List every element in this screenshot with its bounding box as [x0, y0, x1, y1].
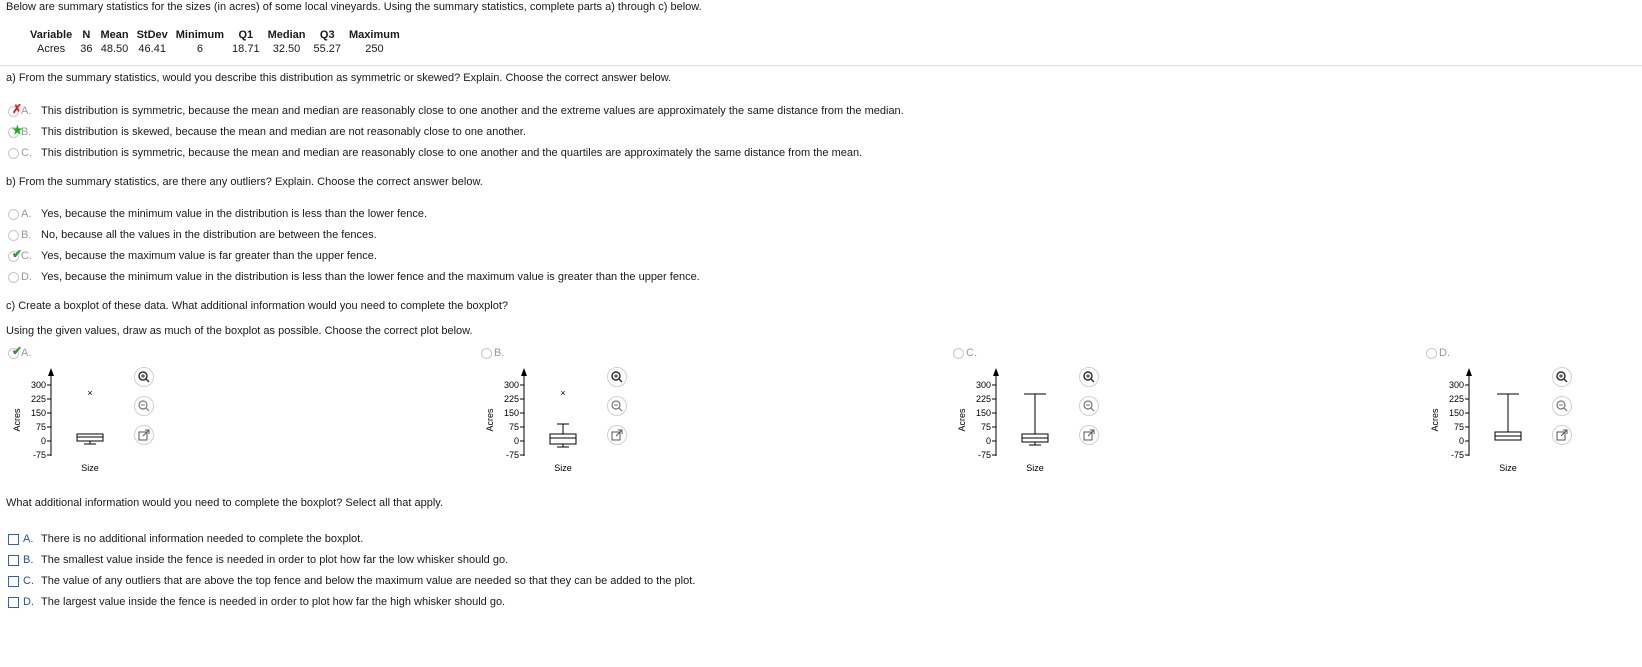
radio-button[interactable] — [8, 101, 23, 117]
plot-option-b[interactable] — [481, 347, 510, 359]
y-tick-label: 300 — [30, 380, 46, 390]
stats-cell: 55.27 — [313, 42, 342, 55]
correct-star-icon: ★ — [12, 122, 23, 137]
zoom-in-icon — [608, 368, 626, 386]
option-text: Yes, because the minimum value in the distribution is less than the lower fence. — [41, 208, 428, 220]
x-axis-label: Size — [1499, 463, 1517, 473]
checkbox[interactable] — [8, 534, 19, 545]
boxplot-d — [1428, 364, 1538, 476]
plot-option-d[interactable] — [1426, 347, 1455, 359]
y-tick-label: -75 — [505, 450, 519, 460]
y-tick-label: 0 — [40, 436, 46, 446]
option-letter: A. — [21, 347, 32, 359]
option-letter: D. — [21, 271, 32, 283]
option-text: Yes, because the maximum value is far greater than the upper fence. — [41, 250, 377, 262]
zoom-in-button[interactable] — [607, 367, 627, 387]
zoom-in-button[interactable] — [1552, 367, 1572, 387]
option-letter: B. — [21, 126, 32, 138]
checkbox[interactable] — [8, 555, 19, 566]
checkbox-option-d[interactable] — [8, 595, 505, 609]
y-tick-label: 150 — [1448, 408, 1464, 418]
zoom-in-icon — [1080, 368, 1098, 386]
stats-cell: 48.50 — [100, 42, 129, 55]
check-icon: ✔ — [12, 246, 23, 261]
stats-cell: 6 — [196, 42, 203, 55]
zoom-in-icon — [135, 368, 153, 386]
option-text: The smallest value inside the fence is needed in order to plot how far the low whisker should go. — [41, 554, 509, 566]
boxplot-b — [483, 364, 593, 476]
zoom-out-icon — [1080, 397, 1098, 415]
part-b-option-c[interactable] — [8, 246, 377, 263]
boxplot-a — [10, 364, 120, 476]
y-tick-label: 150 — [503, 408, 519, 418]
stats-cell: 36 — [80, 42, 93, 55]
stats-header: Q3 — [319, 29, 335, 41]
stats-header: Median — [267, 29, 306, 41]
option-text: The largest value inside the fence is needed in order to plot how far the high whisker should go. — [41, 596, 506, 608]
part-b-option-b[interactable] — [8, 228, 377, 242]
radio-button[interactable] — [8, 246, 23, 262]
zoom-out-button[interactable] — [1079, 396, 1099, 416]
part-b-question: b) From the summary statistics, are there any outliers? Explain. Choose the correct answer below. — [6, 176, 483, 188]
stats-header: Mean — [100, 29, 129, 41]
part-a-option-a[interactable] — [8, 101, 904, 118]
part-b-option-d[interactable] — [8, 270, 700, 284]
stats-cell: 46.41 — [138, 42, 166, 55]
part-b-option-a[interactable] — [8, 207, 427, 221]
option-letter: A. — [23, 533, 34, 545]
popout-icon — [1553, 426, 1571, 444]
popout-button[interactable] — [1079, 425, 1099, 445]
radio-button[interactable] — [953, 348, 964, 359]
radio-button[interactable] — [481, 348, 492, 359]
option-text: No, because all the values in the distribution are between the fences. — [41, 229, 377, 241]
option-letter: B. — [21, 229, 32, 241]
y-axis-label: Acres — [12, 408, 22, 432]
option-text: This distribution is symmetric, because the mean and median are reasonably close to one another and the quartiles are approximately the same distance from the mean. — [41, 147, 863, 159]
y-tick-label: 300 — [1448, 380, 1464, 390]
y-tick-label: -75 — [32, 450, 46, 460]
zoom-out-icon — [608, 397, 626, 415]
x-axis-label: Size — [81, 463, 99, 473]
stats-header: Q1 — [238, 29, 254, 41]
stats-header: Variable — [30, 29, 73, 41]
checkbox[interactable] — [8, 576, 19, 587]
y-tick-label: 225 — [30, 394, 46, 404]
stats-header: StDev — [136, 29, 168, 41]
y-tick-label: -75 — [1450, 450, 1464, 460]
part-a-option-c[interactable] — [8, 146, 862, 160]
radio-button[interactable] — [8, 343, 23, 359]
option-letter: D. — [23, 596, 34, 608]
option-letter: C. — [21, 250, 32, 262]
boxplot-c — [955, 364, 1065, 476]
divider — [0, 65, 1642, 66]
radio-button[interactable] — [8, 209, 19, 220]
zoom-in-icon — [1553, 368, 1571, 386]
popout-icon — [135, 426, 153, 444]
y-tick-label: 75 — [35, 422, 46, 432]
y-tick-label: 0 — [985, 436, 991, 446]
y-axis-arrow — [48, 368, 54, 376]
stats-data-row — [26, 42, 404, 55]
zoom-out-icon — [1553, 397, 1571, 415]
option-letter: B. — [23, 554, 34, 566]
zoom-in-button[interactable] — [134, 367, 154, 387]
option-letter: A. — [21, 208, 32, 220]
part-a-option-b[interactable] — [8, 122, 526, 139]
popout-icon — [608, 426, 626, 444]
part-c-question: c) Create a boxplot of these data. What additional information would you need to complete the boxplot? — [6, 300, 509, 312]
popout-button[interactable] — [1552, 425, 1572, 445]
stats-cell: 250 — [365, 42, 384, 55]
y-tick-label: 75 — [980, 422, 991, 432]
stats-header-row — [26, 28, 404, 42]
option-letter: D. — [1439, 347, 1450, 359]
option-text: Yes, because the minimum value in the distribution is less than the lower fence and the maximum value is greater than the upper fence. — [41, 271, 700, 283]
check-icon: ✔ — [12, 343, 23, 358]
zoom-out-button[interactable] — [134, 396, 154, 416]
y-tick-label: 225 — [503, 394, 519, 404]
checkbox[interactable] — [8, 597, 19, 608]
option-text: This distribution is skewed, because the mean and median are not reasonably close to one another. — [41, 126, 526, 138]
y-axis-label: Acres — [957, 408, 967, 432]
stats-cell: 32.50 — [272, 42, 301, 55]
checkbox-option-c[interactable] — [8, 574, 695, 588]
option-letter: B. — [494, 347, 505, 359]
checkbox-option-b[interactable] — [8, 553, 508, 567]
y-tick-label: 300 — [503, 380, 519, 390]
option-text: The value of any outliers that are above the top fence and below the maximum value are needed so that they can be added to the plot. — [41, 575, 696, 587]
intro-text: Below are summary statistics for the sizes (in acres) of some local vineyards. Using the summary statistics, complete parts a) through c) below. — [6, 1, 702, 13]
y-tick-label: 300 — [975, 380, 991, 390]
wrong-x-icon: ✗ — [12, 101, 23, 116]
part-a-question: a) From the summary statistics, would you describe this distribution as symmetric or skewed? Explain. Choose the correct answer below. — [6, 72, 672, 84]
y-tick-label: 150 — [975, 408, 991, 418]
radio-button[interactable] — [8, 272, 19, 283]
popout-button[interactable] — [607, 425, 627, 445]
y-axis-label: Acres — [485, 408, 495, 432]
radio-button[interactable] — [8, 148, 19, 159]
stats-header: N — [82, 29, 91, 41]
stats-header: Maximum — [349, 29, 400, 41]
y-tick-label: 225 — [975, 394, 991, 404]
popout-icon — [1080, 426, 1098, 444]
stats-header: Minimum — [175, 29, 225, 41]
outlier-marker: × — [87, 388, 93, 398]
option-text: There is no additional information needed to complete the boxplot. — [41, 533, 364, 545]
box — [550, 434, 576, 444]
y-axis-label: Acres — [1430, 408, 1440, 432]
y-tick-label: 0 — [1458, 436, 1464, 446]
y-tick-label: 75 — [508, 422, 519, 432]
option-letter: C. — [966, 347, 977, 359]
zoom-out-button[interactable] — [607, 396, 627, 416]
option-letter: A. — [21, 105, 32, 117]
y-tick-label: 75 — [1453, 422, 1464, 432]
summary-stats-table — [26, 28, 404, 55]
y-tick-label: 150 — [30, 408, 46, 418]
stats-cell: Acres — [37, 42, 66, 55]
x-axis-label: Size — [554, 463, 572, 473]
popout-button[interactable] — [134, 425, 154, 445]
part-c-instruction: Using the given values, draw as much of the boxplot as possible. Choose the correct plot below. — [6, 325, 473, 337]
plot-option-a[interactable] — [8, 343, 37, 359]
plot-option-c[interactable] — [953, 347, 982, 359]
radio-button[interactable] — [8, 230, 19, 241]
y-tick-label: 225 — [1448, 394, 1464, 404]
checkbox-option-a[interactable] — [8, 532, 363, 546]
option-letter: C. — [23, 575, 34, 587]
zoom-out-button[interactable] — [1552, 396, 1572, 416]
zoom-out-icon — [135, 397, 153, 415]
y-tick-label: -75 — [977, 450, 991, 460]
y-tick-label: 0 — [513, 436, 519, 446]
option-letter: C. — [21, 147, 32, 159]
part-c-question-2: What additional information would you need to complete the boxplot? Select all that apply. — [6, 497, 444, 509]
outlier-marker: × — [560, 388, 566, 398]
zoom-in-button[interactable] — [1079, 367, 1099, 387]
stats-cell: 18.71 — [232, 42, 260, 55]
radio-button[interactable] — [8, 122, 23, 138]
x-axis-label: Size — [1026, 463, 1044, 473]
radio-button[interactable] — [1426, 348, 1437, 359]
option-text: This distribution is symmetric, because the mean and median are reasonably close to one another and the extreme values are approximately the same distance from the median. — [41, 105, 904, 117]
